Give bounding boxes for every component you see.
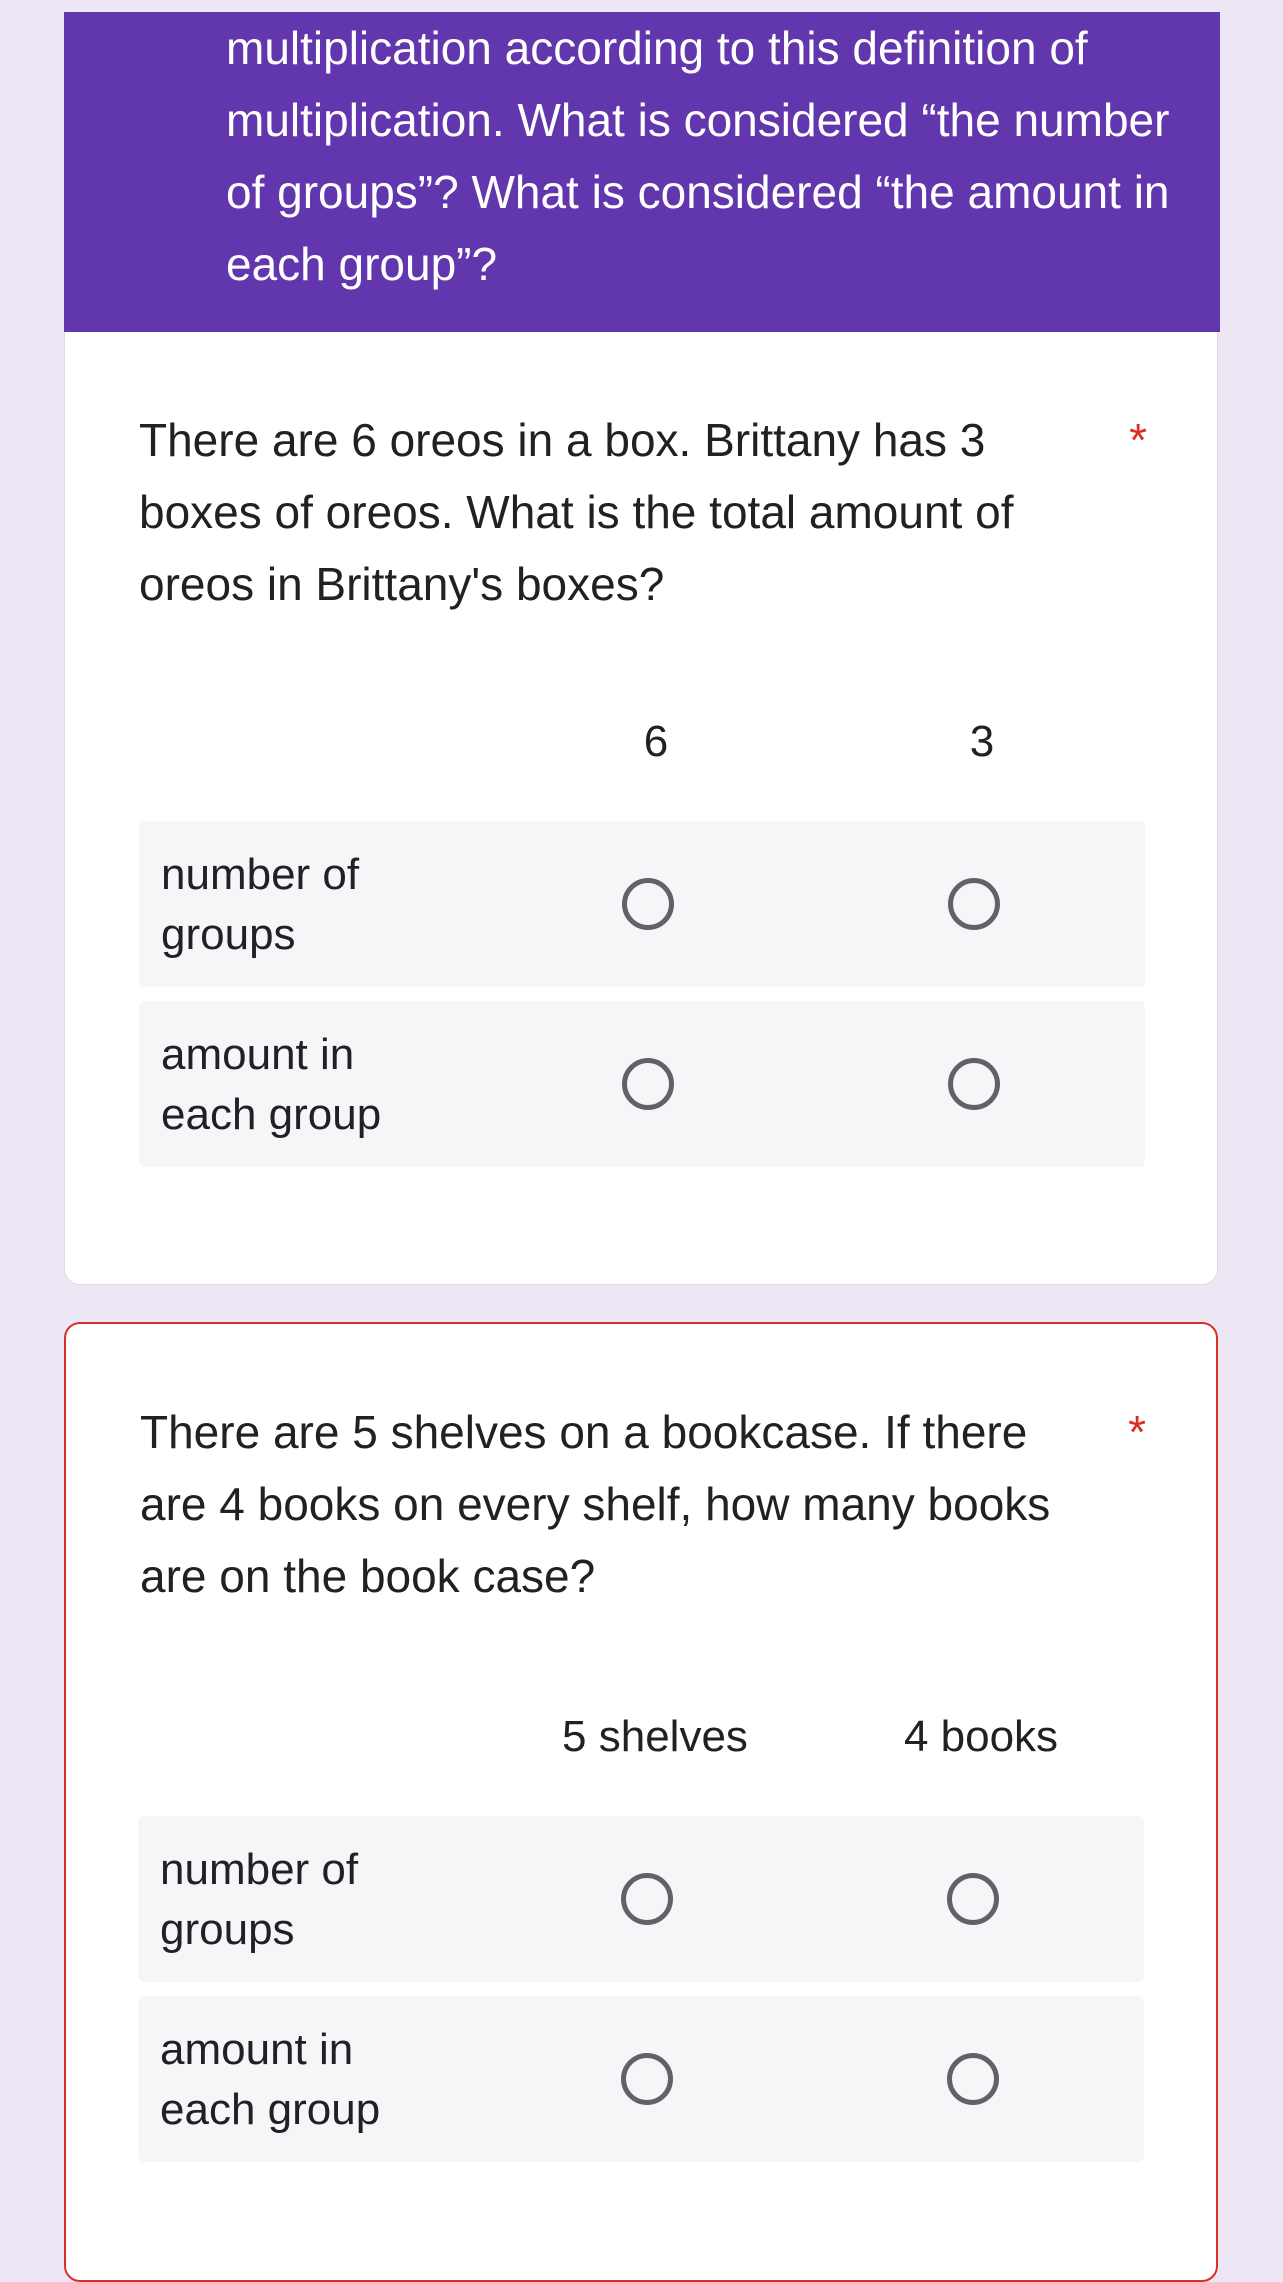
grid-row-number-of-groups	[138, 1816, 1144, 1982]
radio-number-of-groups-5-shelves[interactable]	[621, 1873, 673, 1925]
grid-row-number-of-groups	[139, 821, 1145, 987]
grid-row-label: amount in each group	[160, 2025, 381, 2134]
grid-row-label: number of groups	[160, 1845, 359, 1954]
radio-number-of-groups-6[interactable]	[622, 878, 674, 930]
question-card-bookcase	[64, 1322, 1218, 2282]
grid-row-label: number of groups	[161, 850, 360, 959]
grid-row-amount-in-each-group	[138, 1996, 1144, 2162]
grid-row-amount-in-each-group	[139, 1001, 1145, 1167]
form-description-card	[64, 12, 1220, 332]
question-title: There are 6 oreos in a box. Brittany has 3 boxes of oreos. What is the total amount of oreos in Brittany's boxes?	[139, 414, 1014, 610]
question-title: There are 5 shelves on a bookcase. If there are 4 books on every shelf, how many books are on the book case?	[140, 1406, 1051, 1602]
radio-amount-in-each-group-3[interactable]	[948, 1058, 1000, 1110]
grid-column-header: 3	[969, 717, 995, 766]
grid-column-header: 5 shelves	[562, 1712, 748, 1761]
grid-column-header: 6	[643, 717, 669, 766]
required-asterisk: *	[1128, 1406, 1146, 1458]
radio-amount-in-each-group-4-books[interactable]	[947, 2053, 999, 2105]
required-asterisk: *	[1129, 414, 1147, 466]
form-description: multiplication according to this definition of multiplication. What is considered “the number of groups”? What is considered “the amount in each group”?	[226, 22, 1170, 290]
question-card-oreos	[64, 332, 1218, 1285]
radio-amount-in-each-group-5-shelves[interactable]	[621, 2053, 673, 2105]
radio-amount-in-each-group-6[interactable]	[622, 1058, 674, 1110]
grid-column-header: 4 books	[903, 1712, 1059, 1761]
radio-number-of-groups-3[interactable]	[948, 878, 1000, 930]
grid-row-label: amount in each group	[161, 1030, 382, 1139]
radio-number-of-groups-4-books[interactable]	[947, 1873, 999, 1925]
